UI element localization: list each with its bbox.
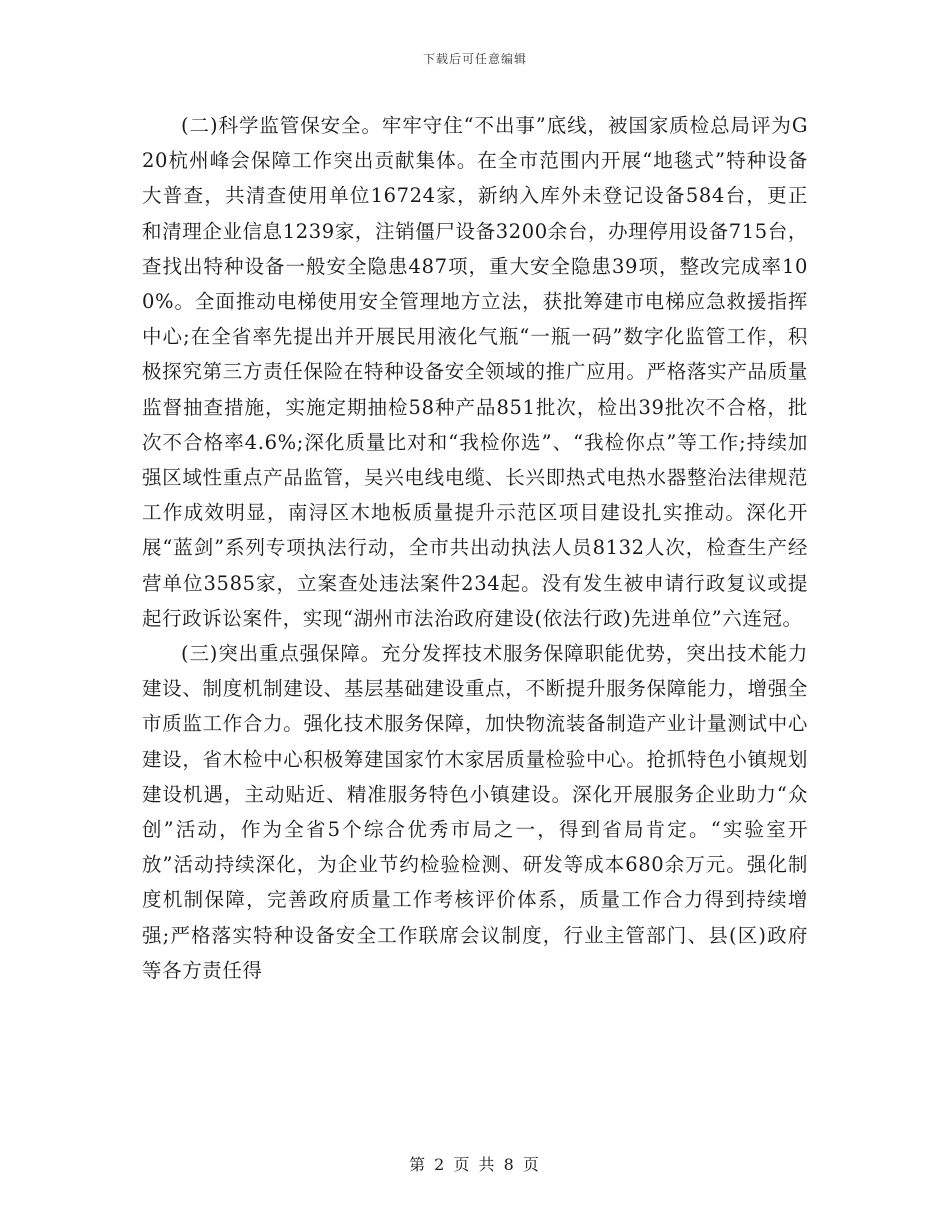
body-text — [142, 108, 808, 988]
paragraph-service-support: (三)突出重点强保障。充分发挥技术服务保障职能优势，突出技术能力建设、制度机制建设、基层基础建设重点，不断提升服务保障能力，增强全市质监工作合力。强化技术服务保障，加快物流装备制造产业计量测试中心建设，省木检中心积极筹建国家竹木家居质量检验中心。抢抓特色小镇规划建设机遇，主动贴近、精准服务特色小镇建设。深化开展服务企业助力“众创”活动，作为全省5个综合优秀市局之一，得到省局肯定。“实验室开放”活动持续深化，为企业节约检验检测、研发等成本680余万元。强化制度机制保障，完善政府质量工作考核评价体系，质量工作合力得到持续增强;严格落实特种设备安全工作联席会议制度，行业主管部门、县(区)政府等各方责任得 — [142, 642, 808, 982]
paragraph-supervision-safety: (二)科学监管保安全。牢牢守住“不出事”底线，被国家质检总局评为G20杭州峰会保障工作突出贡献集体。在全市范围内开展“地毯式”特种设备大普查，共清查使用单位16724家，新纳入库外未登记设备584台，更正和清理企业信息1239家，注销僵尸设备3200余台，办理停用设备715台，查找出特种设备一般安全隐患487项，重大安全隐患39项，整改完成率100%。全面推动电梯使用安全管理地方立法，获批筹建市电梯应急救援指挥中心;在全省率先提出并开展民用液化气瓶“一瓶一码”数字化监管工作，积极探究第三方责任保险在特种设备安全领域的推广应用。严格落实产品质量监督抽查措施，实施定期抽检58种产品851批次，检出39批次不合格，批次不合格率4.6%;深化质量比对和“我检你选”、“我检你点”等工作;持续加强区域性重点产品监管，吴兴电线电缆、长兴即热式电热水器整治法律规范工作成效明显，南浔区木地板质量提升示范区项目建设扎实推动。深化开展“蓝剑”系列专项执法行动，全市共出动执法人员8132人次，检查生产经营单位3585家，立案查处违法案件234起。没有发生被申请行政复议或提起行政诉讼案件，实现“湖州市法治政府建设(依法行政)先进单位”六连冠。 — [142, 114, 808, 630]
header-note: 下载后可任意编辑 — [422, 52, 527, 66]
page-number: 第 2 页 共 8 页 — [409, 1155, 541, 1174]
